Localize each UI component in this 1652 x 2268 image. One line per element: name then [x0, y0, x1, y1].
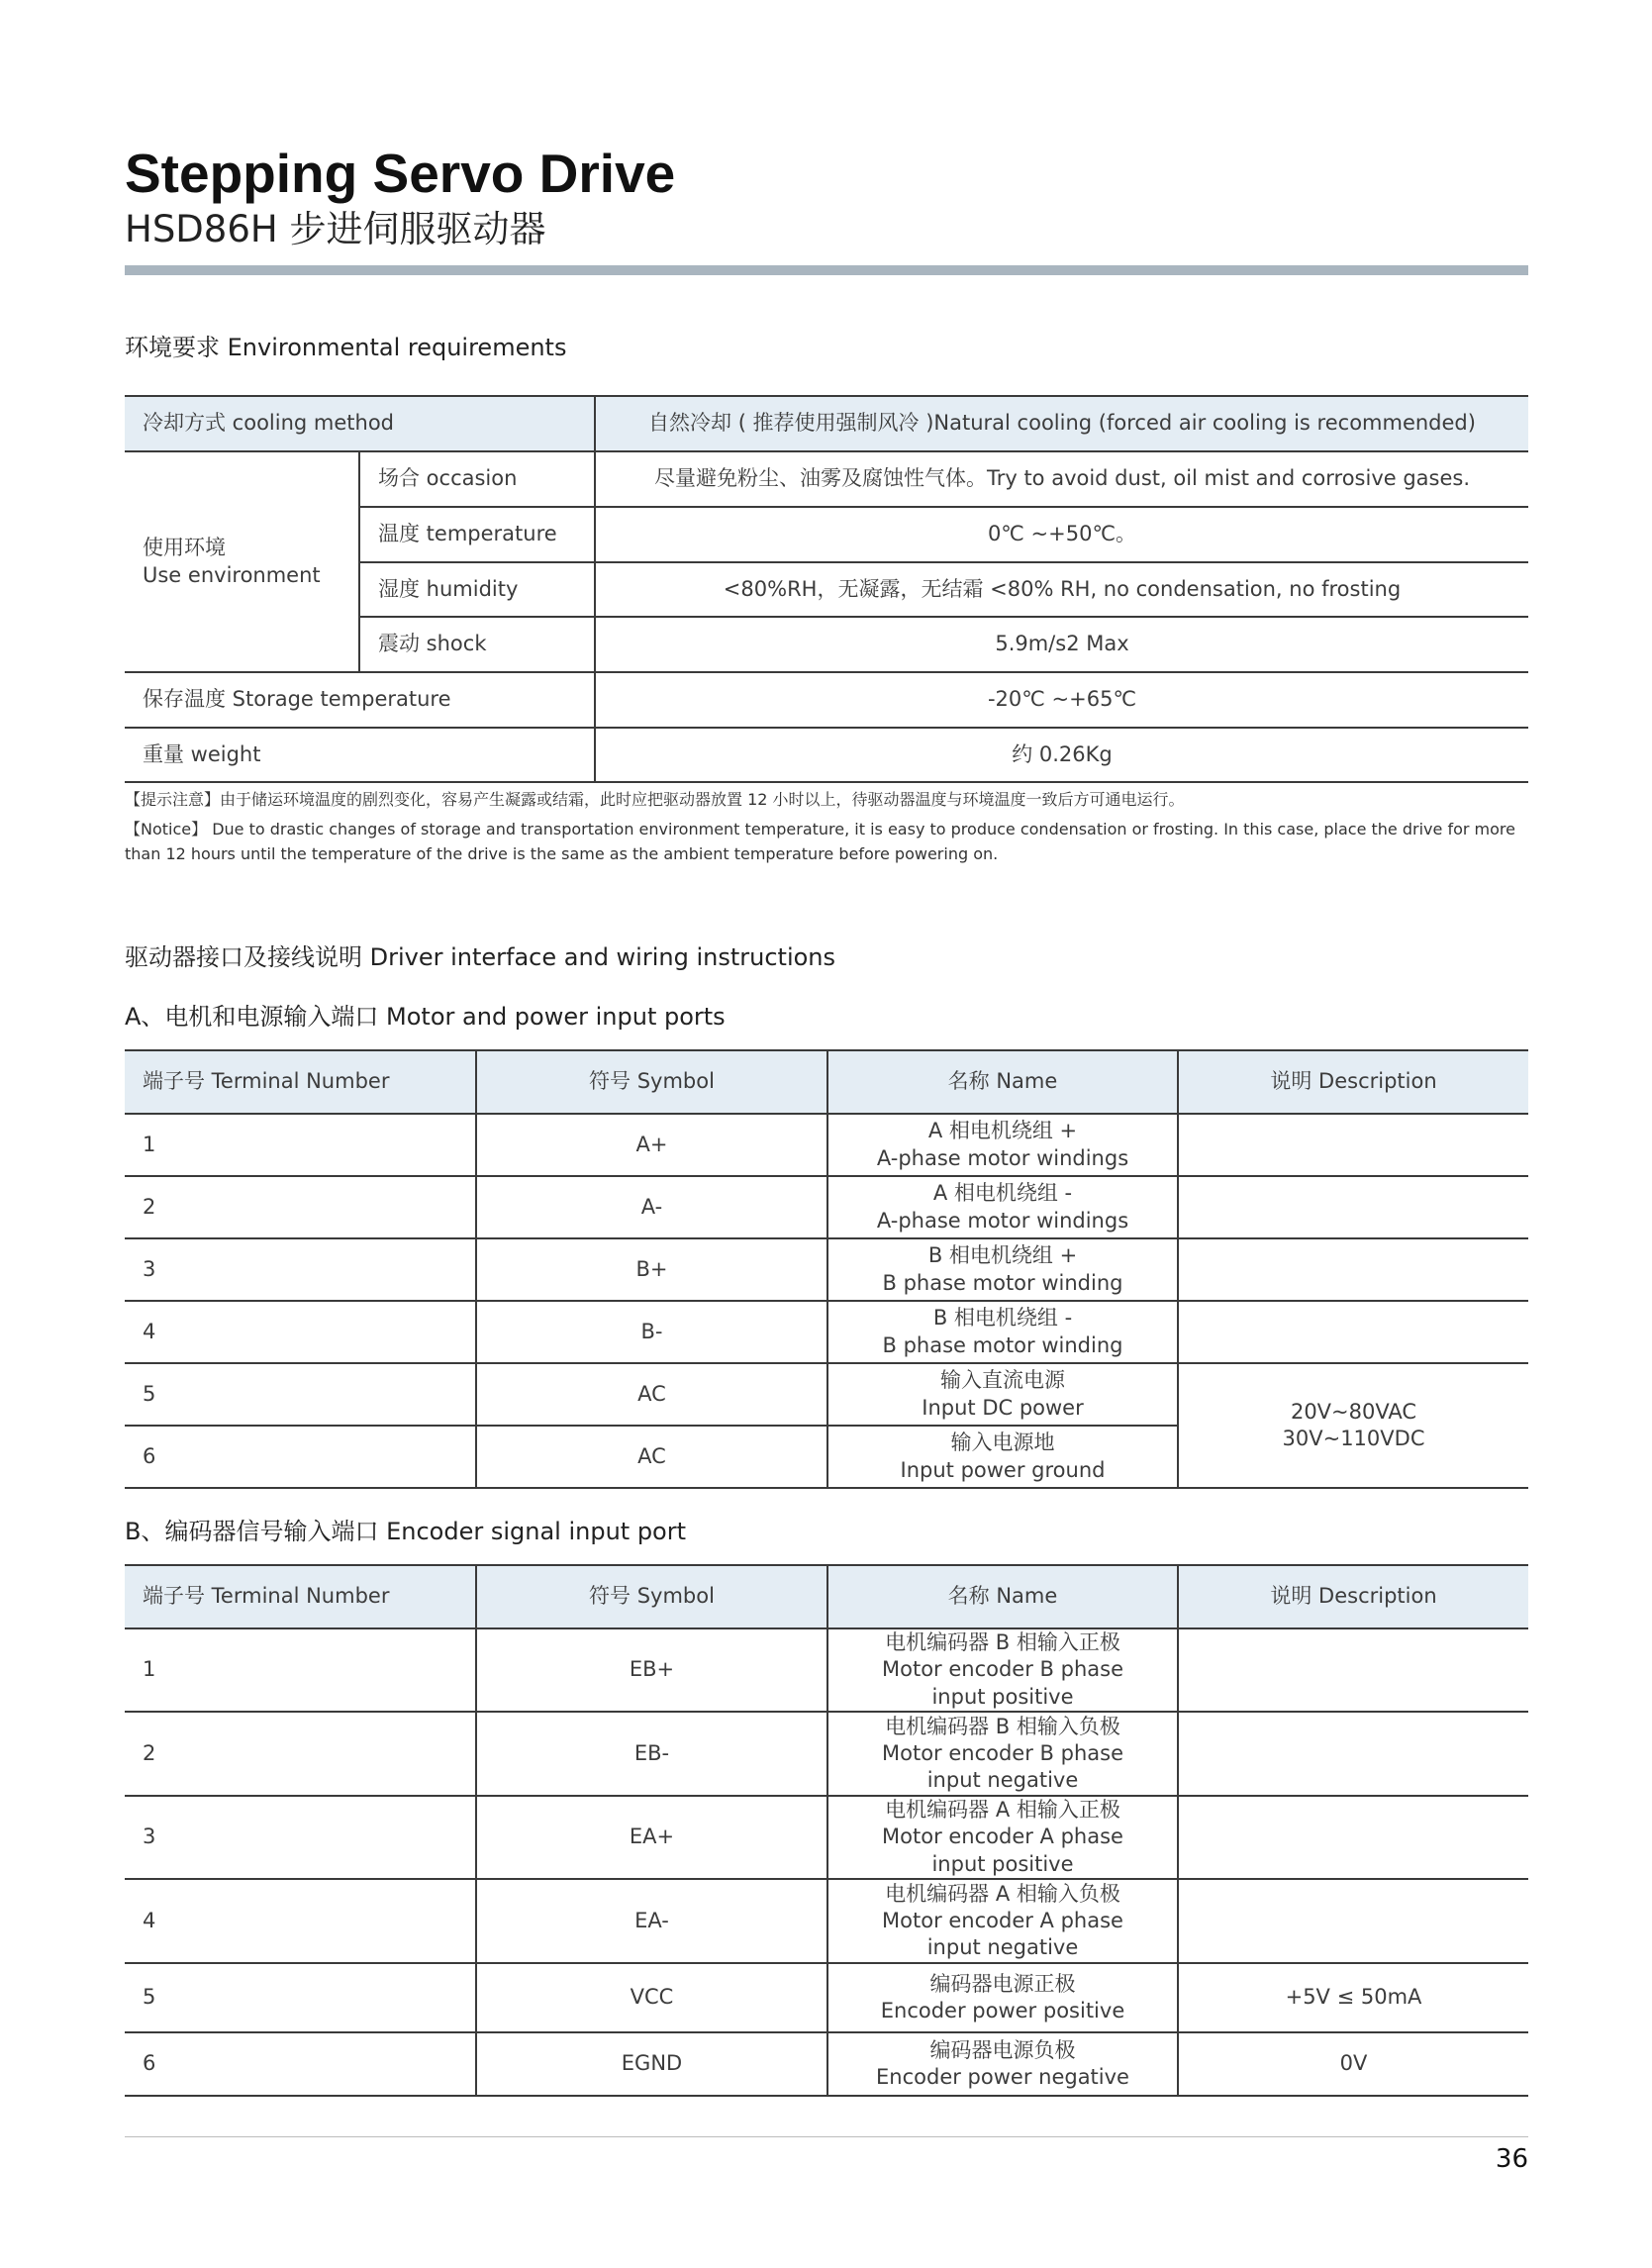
env-row-weight [125, 728, 1528, 782]
table-row [125, 1301, 1528, 1363]
name-cn: 电机编码器 A 相输入负极 [885, 1881, 1120, 1906]
power-desc-ac: 20V~80VAC [1290, 1399, 1417, 1424]
name-cn: B 相电机绕组 + [927, 1243, 1078, 1268]
name-en: Encoder power positive [880, 1999, 1125, 2022]
env-heading: 环境要求 Environmental requirements [125, 334, 567, 361]
env-value: <80%RH，无凝露，无结霜 <80% RH, no condensation, no frosting [595, 562, 1528, 617]
name-cn: A 相电机绕组 + [927, 1119, 1078, 1143]
name-cn: 电机编码器 B 相输入正极 [885, 1630, 1120, 1655]
terminal-description [1178, 1879, 1528, 1963]
title-divider [125, 265, 1528, 275]
encoder-heading: B、编码器信号输入端口 Encoder signal input port [125, 1518, 687, 1545]
terminal-symbol: EB+ [476, 1628, 827, 1712]
terminal-name [827, 2032, 1178, 2096]
name-cn: 输入电源地 [950, 1430, 1055, 1455]
name-en: B phase motor winding [882, 1270, 1123, 1295]
terminal-symbol: EGND [476, 2032, 827, 2096]
env-value: 自然冷却 ( 推荐使用强制风冷 )Natural cooling (forced air cooling is recommended) [595, 396, 1528, 451]
table-row [125, 1628, 1528, 1712]
terminal-symbol: EB- [476, 1712, 827, 1796]
column-header: 端子号 Terminal Number [125, 1565, 476, 1628]
terminal-number: 5 [125, 1963, 476, 2032]
column-header: 名称 Name [827, 1050, 1178, 1114]
env-label: 湿度 humidity [359, 562, 595, 617]
name-en: A-phase motor windings [876, 1208, 1129, 1233]
column-header: 端子号 Terminal Number [125, 1050, 476, 1114]
footer-divider [125, 2136, 1528, 2137]
terminal-name [827, 1796, 1178, 1879]
power-description [1178, 1363, 1528, 1488]
terminal-symbol: A+ [476, 1114, 827, 1176]
terminal-name [827, 1301, 1178, 1363]
name-en: Motor encoder B phase input negative [882, 1740, 1123, 1793]
terminal-description: +5V ≤ 50mA [1178, 1963, 1528, 2032]
terminal-symbol: AC [476, 1426, 827, 1488]
env-value: -20℃ ~+65℃ [595, 672, 1528, 728]
terminal-symbol: AC [476, 1363, 827, 1426]
terminal-name [827, 1114, 1178, 1176]
terminal-description [1178, 1238, 1528, 1301]
motor-heading: A、电机和电源输入端口 Motor and power input ports [125, 1003, 726, 1031]
table-header-row [125, 1050, 1528, 1114]
terminal-symbol: EA- [476, 1879, 827, 1963]
env-row-storage [125, 672, 1528, 728]
terminal-number: 2 [125, 1176, 476, 1238]
terminal-description [1178, 1176, 1528, 1238]
env-value: 尽量避免粉尘、油雾及腐蚀性气体。Try to avoid dust, oil mist and corrosive gases. [595, 451, 1528, 507]
table-row [125, 1712, 1528, 1796]
name-en: Motor encoder A phase input negative [882, 1908, 1123, 1960]
terminal-symbol: EA+ [476, 1796, 827, 1879]
table-row [125, 2032, 1528, 2096]
terminal-name [827, 1879, 1178, 1963]
terminal-number: 5 [125, 1363, 476, 1426]
env-table [125, 395, 1528, 783]
env-value: 约 0.26Kg [595, 728, 1528, 782]
terminal-symbol: A- [476, 1176, 827, 1238]
terminal-name [827, 1712, 1178, 1796]
terminal-symbol: B+ [476, 1238, 827, 1301]
terminal-number: 3 [125, 1238, 476, 1301]
terminal-name [827, 1363, 1178, 1426]
terminal-name [827, 1963, 1178, 2032]
motor-ports-table [125, 1049, 1528, 1489]
column-header: 名称 Name [827, 1565, 1178, 1628]
name-cn: 输入直流电源 [940, 1368, 1065, 1393]
terminal-number: 1 [125, 1628, 476, 1712]
env-value: 0℃ ~+50℃。 [595, 507, 1528, 562]
terminal-name [827, 1176, 1178, 1238]
env-label: 重量 weight [125, 728, 595, 782]
page-title: Stepping Servo Drive [125, 143, 676, 204]
env-label: 震动 shock [359, 617, 595, 672]
terminal-number: 3 [125, 1796, 476, 1879]
name-cn: 编码器电源正极 [929, 1971, 1076, 1996]
name-cn: B 相电机绕组 - [932, 1306, 1073, 1331]
name-cn: A 相电机绕组 - [932, 1181, 1073, 1206]
table-row [125, 1176, 1528, 1238]
name-cn: 电机编码器 A 相输入正极 [885, 1798, 1120, 1823]
terminal-number: 4 [125, 1879, 476, 1963]
power-desc-dc: 30V~110VDC [1282, 1427, 1425, 1450]
terminal-symbol: B- [476, 1301, 827, 1363]
env-label: 场合 occasion [359, 451, 595, 507]
use-env-label-en: Use environment [143, 562, 321, 587]
name-cn: 编码器电源负极 [929, 2037, 1076, 2062]
table-row [125, 1238, 1528, 1301]
note-cn: 【提示注意】由于储运环境温度的剧烈变化，容易产生凝露或结霜，此时应把驱动器放置 12 小时以上，待驱动器温度与环境温度一致后方可通电运行。 [125, 790, 1185, 809]
terminal-name [827, 1426, 1178, 1488]
env-value: 5.9m/s2 Max [595, 617, 1528, 672]
encoder-ports-table [125, 1564, 1528, 2097]
use-env-label [125, 451, 359, 672]
name-en: A-phase motor windings [876, 1145, 1129, 1170]
env-label: 保存温度 Storage temperature [125, 672, 595, 728]
terminal-number: 6 [125, 2032, 476, 2096]
table-row [125, 1879, 1528, 1963]
name-en: Encoder power negative [876, 2065, 1129, 2089]
page-number: 36 [1495, 2144, 1528, 2174]
terminal-description [1178, 1628, 1528, 1712]
name-en: Input DC power [922, 1395, 1084, 1420]
table-row [125, 1114, 1528, 1176]
env-label: 温度 temperature [359, 507, 595, 562]
column-header: 符号 Symbol [476, 1565, 827, 1628]
note-en: 【Notice】 Due to drastic changes of storage and transportation environment temperature, it is easy to produce condensation or frosting. In this case, place the drive for more than 12 hours until the temperature of the drive is the same as the ambient temperature before powering on. [125, 819, 1515, 864]
env-row [125, 451, 1528, 507]
terminal-description [1178, 1712, 1528, 1796]
env-label: 冷却方式 cooling method [125, 396, 595, 451]
use-env-label-cn: 使用环境 [143, 536, 226, 560]
terminal-number: 6 [125, 1426, 476, 1488]
terminal-description [1178, 1301, 1528, 1363]
terminal-description [1178, 1114, 1528, 1176]
terminal-name [827, 1238, 1178, 1301]
name-cn: 电机编码器 B 相输入负极 [885, 1714, 1120, 1738]
table-row [125, 1796, 1528, 1879]
env-row-cooling [125, 396, 1528, 451]
wiring-heading: 驱动器接口及接线说明 Driver interface and wiring instructions [125, 943, 836, 971]
terminal-description [1178, 1796, 1528, 1879]
table-row [125, 1963, 1528, 2032]
terminal-symbol: VCC [476, 1963, 827, 2032]
table-row [125, 1363, 1528, 1426]
env-notes [125, 787, 1528, 867]
terminal-number: 2 [125, 1712, 476, 1796]
terminal-name [827, 1628, 1178, 1712]
name-en: Motor encoder A phase input positive [882, 1824, 1123, 1876]
terminal-description: 0V [1178, 2032, 1528, 2096]
name-en: B phase motor winding [882, 1332, 1123, 1357]
terminal-number: 4 [125, 1301, 476, 1363]
column-header: 符号 Symbol [476, 1050, 827, 1114]
page-subtitle: HSD86H 步进伺服驱动器 [125, 208, 546, 250]
name-en: Input power ground [900, 1457, 1106, 1482]
column-header: 说明 Description [1178, 1050, 1528, 1114]
name-en: Motor encoder B phase input positive [882, 1657, 1123, 1709]
table-header-row [125, 1565, 1528, 1628]
column-header: 说明 Description [1178, 1565, 1528, 1628]
terminal-number: 1 [125, 1114, 476, 1176]
